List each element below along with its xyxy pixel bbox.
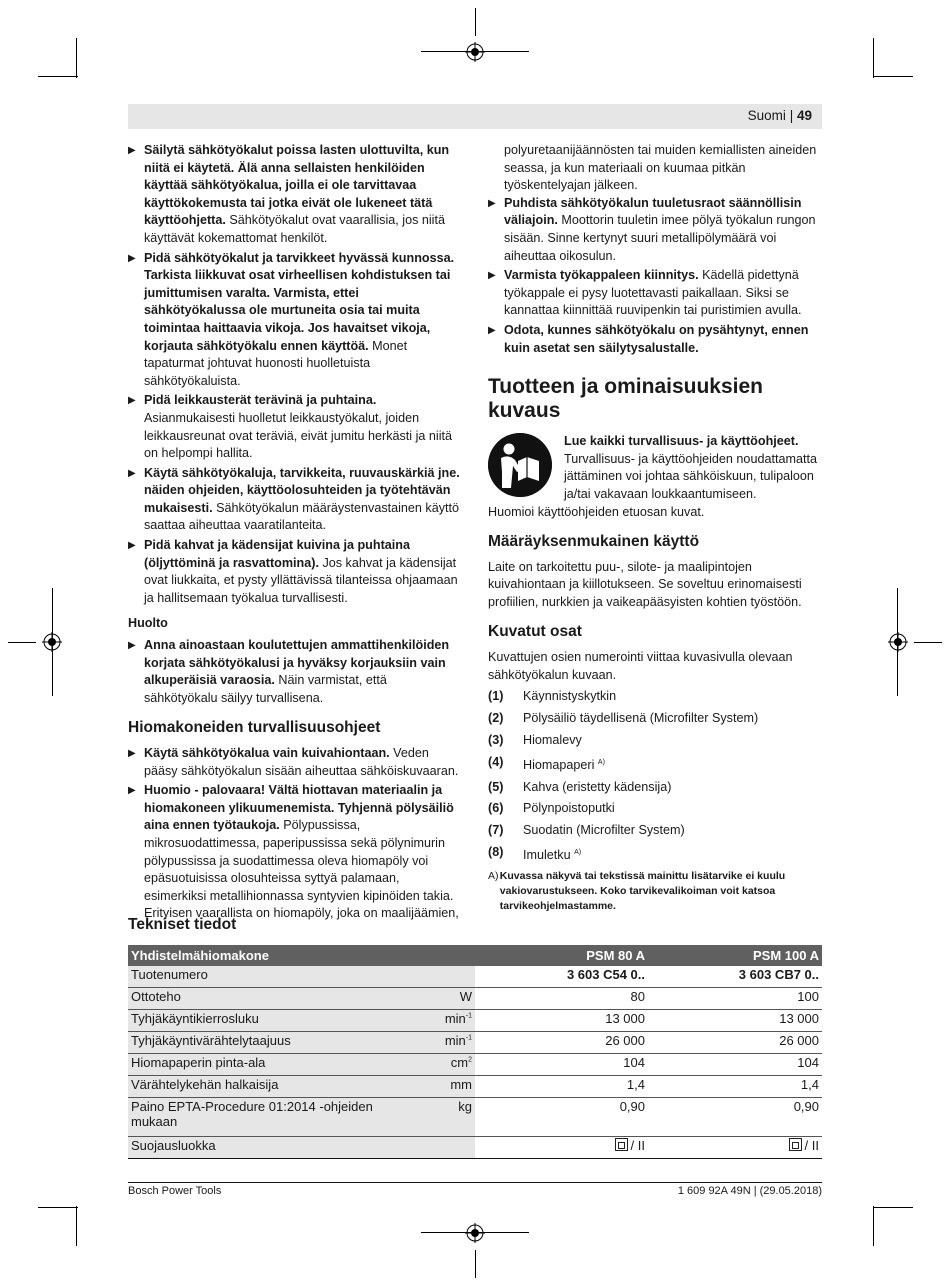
part-number: (7) <box>488 823 504 838</box>
row-value <box>648 1137 822 1159</box>
row-unit: mm <box>409 1076 475 1098</box>
footnote-text: Kuvassa näkyvä tai tekstissä mainittu lisätarvike ei kuulu vakiovarustukseen. Koko tarvikevalikoiman voit katsoa tarvikeohjelmastamme. <box>499 869 786 912</box>
row-value: 104 <box>475 1054 648 1076</box>
table-row <box>128 1137 822 1159</box>
footnote-label: A) <box>488 869 499 882</box>
bullet-text: Asianmukaisesti huolletut leikkaustyökalut, joiden leikkausreunat ovat teräviä, eivät jumitu herkästi ja niitä on helpompi hallita. <box>144 410 452 461</box>
unit-text: min <box>444 1033 466 1048</box>
part-number: (8) <box>488 844 504 859</box>
row-value: 104 <box>648 1054 822 1076</box>
bullet-text: Jos kahvat ja kädensijat ovat liukkaita, et pysty yllättävissä tilanteissa ohjaamaan ja hallitsemaan työkalua turvallisesti. <box>144 555 458 605</box>
row-value: 1,4 <box>475 1076 648 1098</box>
bullet-text: Kädellä pidettynä työkappale ei pysy luotettavasti paikallaan. Siksi se kannattaa kiinnittää ruuvipenkin tai puristimien avulla. <box>504 268 802 318</box>
footnote-ref: A) <box>597 758 605 766</box>
protection-class-icon <box>615 1138 628 1151</box>
row-value: 3 603 C54 0.. <box>475 966 648 988</box>
table-header-label: Yhdistelmähiomakone <box>128 945 475 966</box>
table-row <box>128 988 822 1010</box>
registration-mark-icon <box>465 42 485 62</box>
safety-bullet <box>128 537 460 607</box>
part-label: Suodatin (Microfilter System) <box>523 823 685 838</box>
safety-bullet <box>488 322 822 357</box>
bullet-bold-text: Pidä leikkausterät terävinä ja puhtaina. <box>144 393 377 408</box>
crop-mark <box>873 38 874 78</box>
bullet-bold-text: Huomio - palovaara! Vältä hiottavan materiaalin ja hiomakoneen ylikuumenemista. Tyhjennä pölysäiliö aina ennen työtaukoja. <box>144 783 454 833</box>
part-label-text: Hiomapaperi <box>523 757 595 772</box>
bullet-text: Sähkötyökalun määräystenvastainen käyttö saattaa aiheuttaa vaaratilanteita. <box>144 500 460 533</box>
crop-mark <box>38 76 78 77</box>
row-value: 13 000 <box>648 1010 822 1032</box>
part-number: (3) <box>488 732 504 747</box>
row-unit <box>409 1137 475 1159</box>
list-item <box>488 732 822 750</box>
part-label <box>523 754 605 775</box>
crop-mark <box>421 1232 529 1233</box>
table-row <box>128 966 822 988</box>
footer-brand: Bosch Power Tools <box>128 1185 222 1197</box>
crop-mark <box>8 642 36 643</box>
crop-mark <box>52 588 53 696</box>
safety-bullet <box>488 195 822 265</box>
part-label-text: Imuletku <box>523 848 571 863</box>
row-value: 0,90 <box>475 1098 648 1137</box>
list-item <box>488 800 822 818</box>
page-header-text <box>748 108 812 123</box>
row-unit: kg <box>409 1098 475 1137</box>
row-label: Tuotenumero <box>128 966 409 988</box>
table-row <box>128 1098 822 1137</box>
bullet-text: Veden pääsy sähkötyökalun sisään aiheuttaa sähköiskuvaaran. <box>144 746 459 778</box>
protection-class-text: / II <box>630 1138 645 1153</box>
row-label: Tyhjäkäyntivärähtelytaajuus <box>128 1032 409 1054</box>
row-label: Tyhjäkäyntikierrosluku <box>128 1010 409 1032</box>
images-note: Huomioi käyttöohjeiden etuosan kuvat. <box>488 504 705 519</box>
row-value: 26 000 <box>648 1032 822 1054</box>
continuation-text: polyuretaanijäännösten tai muiden kemiallisten aineiden seassa, ja kun materiaali on kuumaa pitkän työskentelyajan jälkeen. <box>504 143 817 193</box>
section-title-sander-safety: Hiomakoneiden turvallisuusohjeet <box>128 719 381 737</box>
bullet-bold-text: Säilytä sähkötyökalut poissa lasten ulottuvilta, kun niitä ei käytetä. Älä anna sellaisten henkilöiden käyttää sähkötyökalua, joilla ei ole tarvittavaa käyttökokemusta tai jotka eivät ole lukeneet tätä käyttöohjetta. <box>144 143 450 228</box>
part-label: Kahva (eristetty kädensija) <box>523 779 672 794</box>
row-value: 13 000 <box>475 1010 648 1032</box>
list-item <box>488 822 822 840</box>
table-row <box>128 1054 822 1076</box>
parts-intro: Kuvattujen osien numerointi viittaa kuvasivulla olevaan sähkötyökalun kuvaan. <box>488 650 793 682</box>
crop-mark <box>475 8 476 36</box>
crop-mark <box>873 76 913 77</box>
list-item <box>488 754 822 775</box>
warning-text: Turvallisuus- ja käyttöohjeiden noudattamatta jättäminen voi johtaa sähköiskuun, tulipaloon ja/tai vakavaan loukkaantumiseen. <box>564 451 817 501</box>
protection-class-icon <box>789 1138 802 1151</box>
crop-mark <box>897 588 898 696</box>
row-label: Hiomapaperin pinta-ala <box>128 1054 409 1076</box>
registration-mark-icon <box>465 1223 485 1243</box>
unit-sup: 2 <box>468 1056 472 1064</box>
footer-doc-number: 1 609 92A 49N | (29.05.2018) <box>677 1185 822 1197</box>
unit-text: min <box>444 1011 466 1026</box>
bullet-text: Sähkötyökalut ovat vaarallisia, jos niitä käyttävät kokemattomat henkilöt. <box>144 213 445 245</box>
crop-mark <box>475 1250 476 1278</box>
bullet-text: Monet tapaturmat johtuvat huonosti huolletuista sähkötyökaluista. <box>144 338 408 388</box>
part-label: Pölysäiliö täydellisenä (Microfilter System) <box>523 711 759 726</box>
list-item <box>488 688 822 706</box>
bullet-bold-text: Käytä sähkötyökalua vain kuivahiontaan. <box>144 746 390 760</box>
crop-mark <box>76 1206 77 1246</box>
page-number: 49 <box>796 108 812 123</box>
bullet-bold-text: Pidä kahvat ja kädensijat kuivina ja puhtaina (öljyttöminä ja rasvattomina). <box>144 538 410 570</box>
part-number: (1) <box>488 689 504 704</box>
warning-block <box>488 433 822 503</box>
footer-rule <box>128 1182 822 1183</box>
row-unit: W <box>409 988 475 1010</box>
bullet-bold-text: Pidä sähkötyökalut ja tarvikkeet hyvässä kunnossa. Tarkista liikkuvat osat virheellisen kohdistuksen tai jumittumisen varalta. Varmista, ettei sähkötyökalussa ole murtuneita osia tai muita toimintaa haittaavia vikoja. Jos havaitset vikoja, korjauta sähkötyökalu ennen käyttöä. <box>144 250 455 353</box>
tech-table <box>128 945 822 1159</box>
bullet-bold-text: Varmista työkappaleen kiinnitys. <box>504 268 699 283</box>
bullet-bold-text: Anna ainoastaan koulutettujen ammattihenkilöiden korjata sähkötyökalusi ja hyväksy korjauksiin vain alkuperäisiä varaosia. <box>144 638 450 688</box>
safety-bullet <box>128 637 460 707</box>
table-row <box>128 1076 822 1098</box>
part-label: Pölynpoistoputki <box>523 801 615 816</box>
table-row <box>128 1010 822 1032</box>
section-title-parts: Kuvatut osat <box>488 623 582 641</box>
parts-list <box>488 688 822 864</box>
row-value: 26 000 <box>475 1032 648 1054</box>
part-label: Käynnistyskytkin <box>523 689 617 704</box>
safety-bullet <box>128 392 460 462</box>
row-label: Paino EPTA-Procedure 01:2014 -ohjeiden mukaan <box>128 1098 409 1137</box>
table-header-model: PSM 100 A <box>648 945 822 966</box>
part-number: (5) <box>488 779 504 794</box>
table-header-model: PSM 80 A <box>475 945 648 966</box>
list-item <box>488 779 822 797</box>
part-number: (4) <box>488 754 504 769</box>
right-column <box>488 142 822 914</box>
unit-sup: -1 <box>465 1034 472 1042</box>
row-value <box>475 1137 648 1159</box>
footnote <box>488 869 822 914</box>
bullet-text: Pölypussissa, mikrosuodattimessa, paperipussissa sekä pölynimurin pölypussissa ja suodattimessa oleva hiomapöly voi epäsuotuisissa olosuhteissa syttyä palamaan, esimerkiksi metallihionnassa syntyvien kipinöiden takia. Erityisen vaarallista on hiomapöly, joka on maalijäämien, <box>144 818 459 921</box>
bullet-text: Moottorin tuuletin imee pölyä työkalun rungon sisään. Sinne kertynyt suuri metallipölymäärä voi aiheuttaa oikosulun. <box>504 213 816 263</box>
safety-bullet <box>128 142 460 248</box>
row-value: 100 <box>648 988 822 1010</box>
part-number: (6) <box>488 801 504 816</box>
crop-mark <box>76 38 77 78</box>
safety-bullet <box>128 782 460 923</box>
row-value: 80 <box>475 988 648 1010</box>
crop-mark <box>421 51 529 52</box>
header-language: Suomi <box>747 108 786 123</box>
unit-text: cm <box>450 1055 469 1070</box>
safety-bullet <box>128 745 460 780</box>
bullet-bold-text: Käytä sähkötyökaluja, tarvikkeita, ruuvauskärkiä jne. näiden ohjeiden, käyttöolosuhteiden ja työtehtävän mukaisesti. <box>144 465 460 515</box>
warning-title: Lue kaikki turvallisuus- ja käyttöohjeet. <box>564 434 799 449</box>
row-unit <box>409 1010 475 1032</box>
page-header <box>128 104 822 129</box>
row-label: Värähtelykehän halkaisija <box>128 1076 409 1098</box>
section-title-product: Tuotteen ja ominaisuuksien kuvaus <box>488 375 763 423</box>
row-value: 1,4 <box>648 1076 822 1098</box>
part-label: Hiomalevy <box>523 732 582 747</box>
section-title-tech: Tekniset tiedot <box>128 916 237 933</box>
intended-use-text: Laite on tarkoitettu puu-, silote- ja maalipintojen kuivahiontaan ja kiillotukseen. Se soveltuu erinomaisesti profiilien, nurkkien ja vaikeapääsyisten kohtien työstöön. <box>488 559 802 609</box>
bullet-bold-text: Odota, kunnes sähkötyökalu on pysähtynyt, ennen kuin asetat sen säilytysalustalle. <box>504 322 809 355</box>
section-title-huolto: Huolto <box>128 616 168 631</box>
table-row <box>128 1032 822 1054</box>
row-unit <box>409 1054 475 1076</box>
protection-class-text: / II <box>804 1138 819 1153</box>
footnote-ref: A) <box>574 848 582 856</box>
row-unit <box>409 1032 475 1054</box>
safety-bullet <box>488 267 822 320</box>
row-label: Suojausluokka <box>128 1137 409 1159</box>
bullet-text: Näin varmistat, että sähkötyökalu säilyy turvallisena. <box>144 673 387 705</box>
crop-mark <box>873 1207 913 1208</box>
safety-bullet <box>128 250 460 391</box>
part-label <box>523 844 581 865</box>
registration-mark-icon <box>888 632 908 652</box>
row-unit <box>409 966 475 988</box>
left-column <box>128 142 460 925</box>
row-value: 3 603 CB7 0.. <box>648 966 822 988</box>
row-value: 0,90 <box>648 1098 822 1137</box>
list-item <box>488 844 822 865</box>
unit-sup: -1 <box>465 1012 472 1020</box>
crop-mark <box>873 1206 874 1246</box>
table-header-row <box>128 945 822 966</box>
crop-mark <box>914 642 942 643</box>
crop-mark <box>38 1207 78 1208</box>
safety-bullet <box>128 465 460 535</box>
bullet-bold-text: Puhdista sähkötyökalun tuuletusraot säännöllisin väliajoin. <box>504 195 802 228</box>
part-number: (2) <box>488 711 504 726</box>
header-separator: | <box>789 108 794 123</box>
read-manual-icon <box>488 433 552 497</box>
row-label: Ottoteho <box>128 988 409 1010</box>
section-title-intended-use: Määräyksenmukainen käyttö <box>488 533 700 551</box>
list-item <box>488 710 822 728</box>
